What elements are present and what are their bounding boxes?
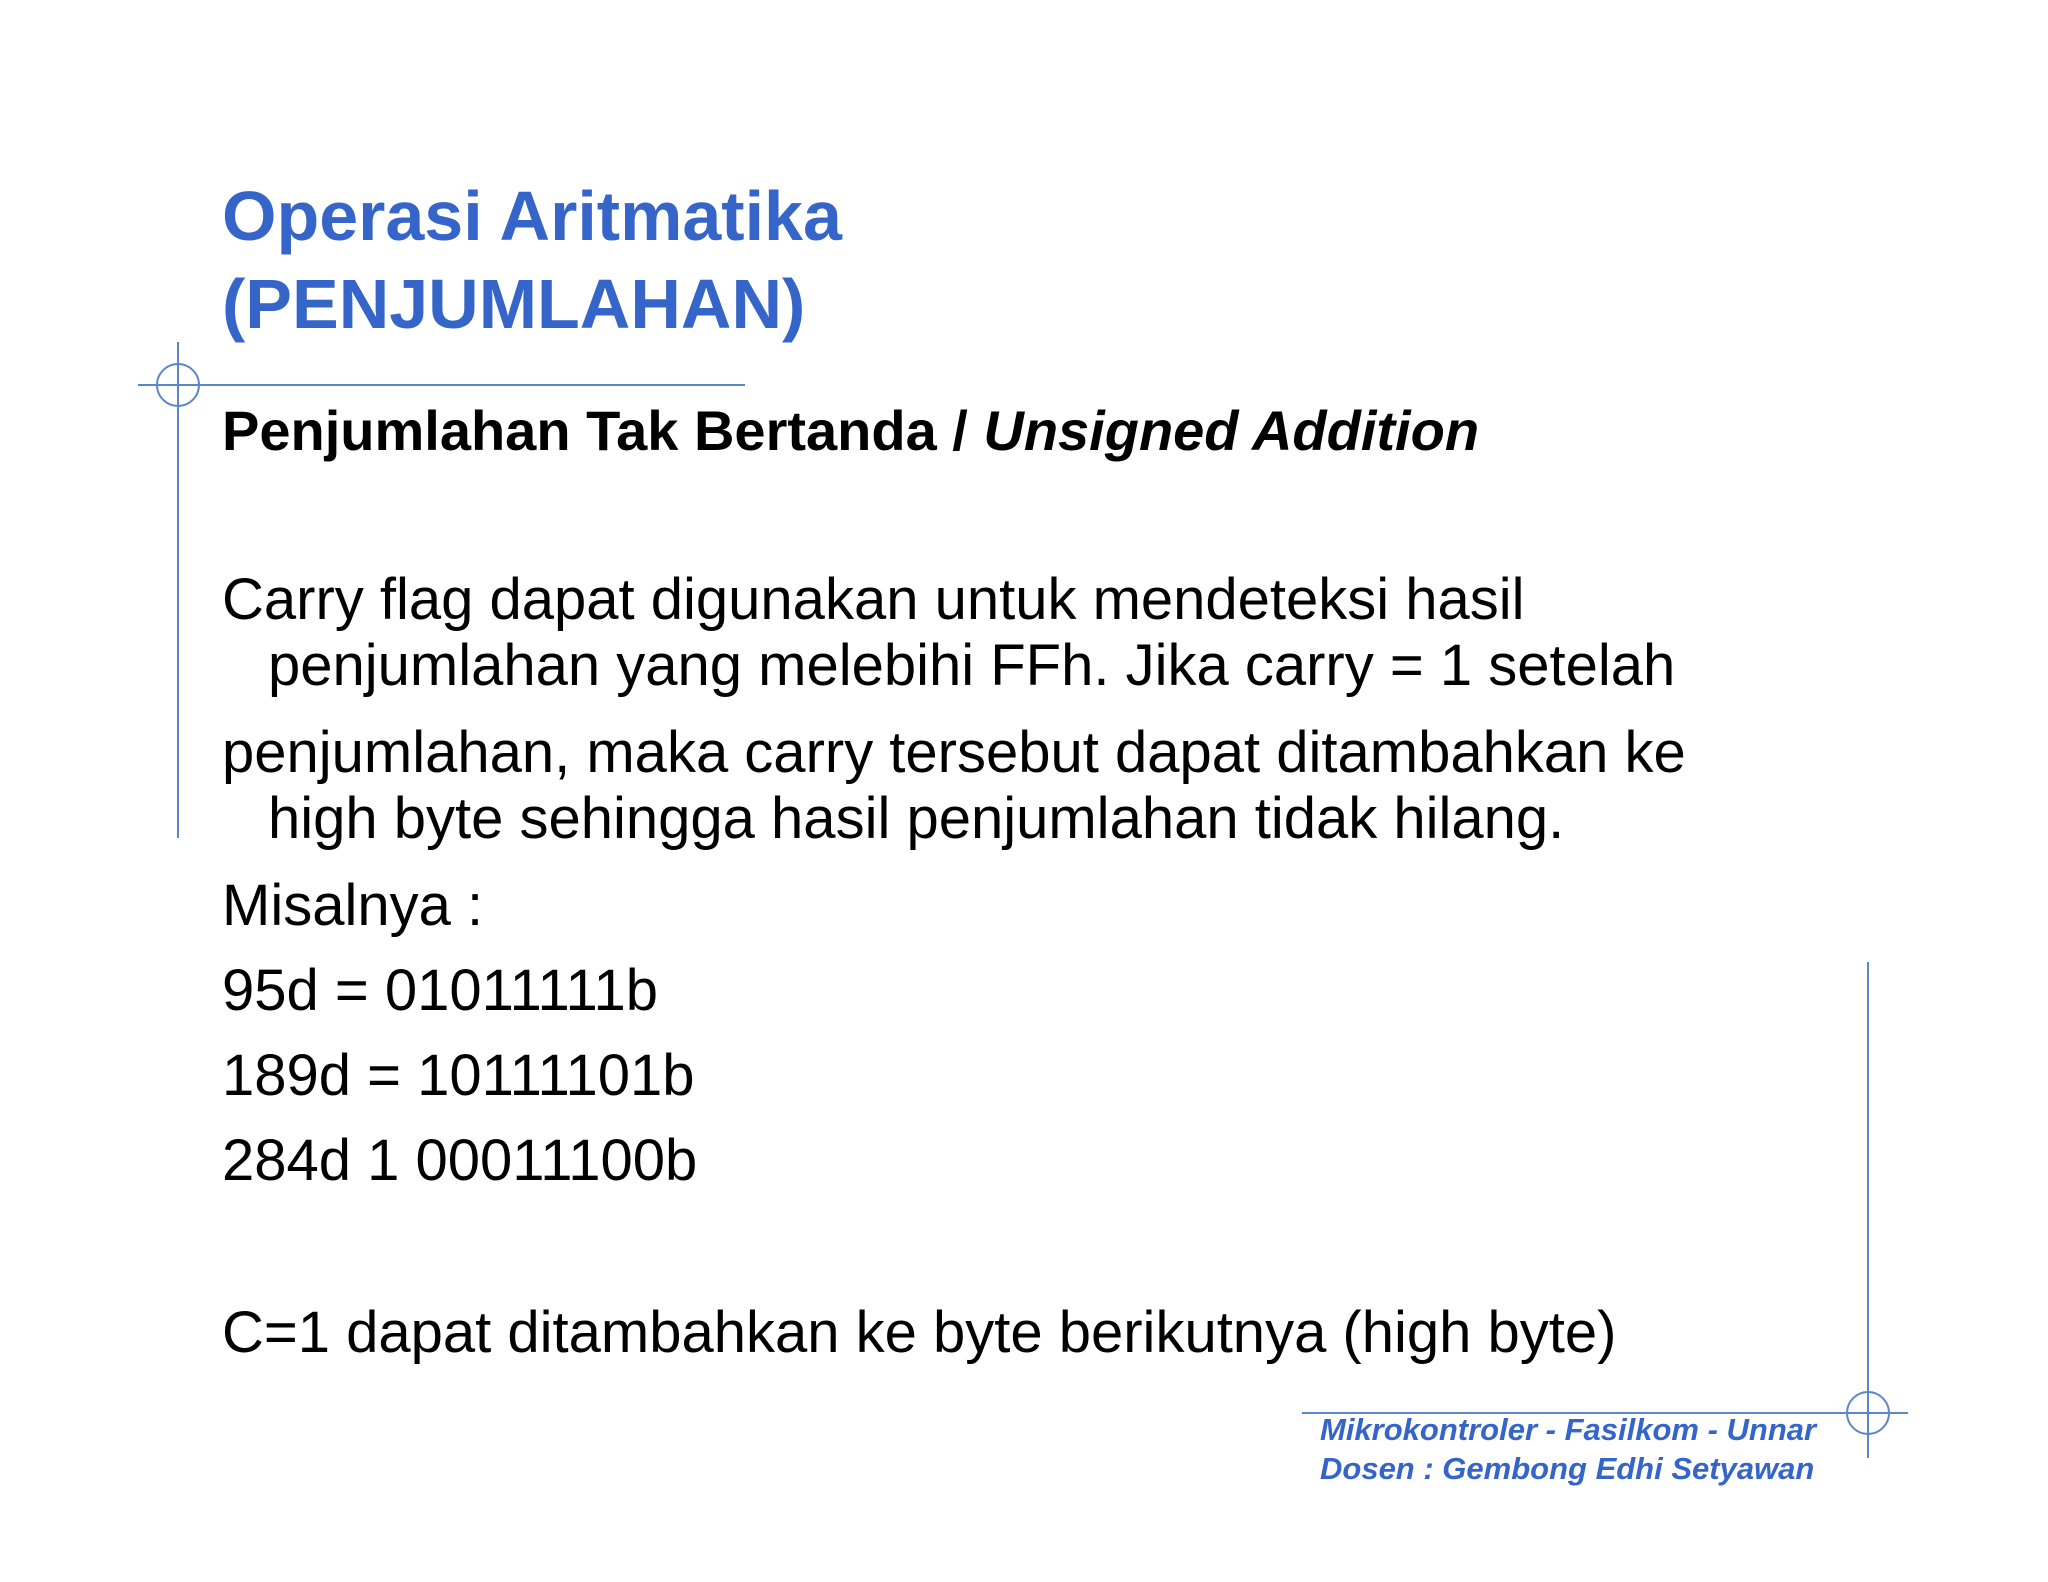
body-line-6: 95d = 01011111b xyxy=(222,958,658,1023)
body-line-1: Carry flag dapat digunakan untuk mendeteksi hasil xyxy=(222,567,1525,632)
body-line-5: Misalnya : xyxy=(222,873,484,938)
slide-footer xyxy=(1320,1410,1816,1488)
body-line-4: high byte sehingga hasil penjumlahan tidak hilang. xyxy=(268,786,1565,851)
body-line-3: penjumlahan, maka carry tersebut dapat ditambahkan ke xyxy=(222,720,1686,785)
slide-title-line-2: (PENJUMLAHAN) xyxy=(222,265,806,343)
body-line-7: 189d = 10111101b xyxy=(222,1043,695,1108)
slide-title xyxy=(222,172,842,348)
subtitle-plain-text: Penjumlahan Tak Bertanda / xyxy=(222,399,984,462)
footer-line-2: Dosen : Gembong Edhi Setyawan xyxy=(1320,1451,1815,1486)
body-line-8: 284d 1 00011100b xyxy=(222,1128,698,1193)
slide-title-line-1: Operasi Aritmatika xyxy=(222,177,842,255)
slide-subtitle xyxy=(222,396,1479,466)
footer-line-1: Mikrokontroler - Fasilkom - Unnar xyxy=(1320,1412,1817,1447)
subtitle-italic-text: Unsigned Addition xyxy=(983,399,1480,462)
body-line-2: penjumlahan yang melebihi FFh. Jika carry = 1 setelah xyxy=(268,633,1676,698)
body-line-9: C=1 dapat ditambahkan ke byte berikutnya (high byte) xyxy=(222,1300,1617,1365)
